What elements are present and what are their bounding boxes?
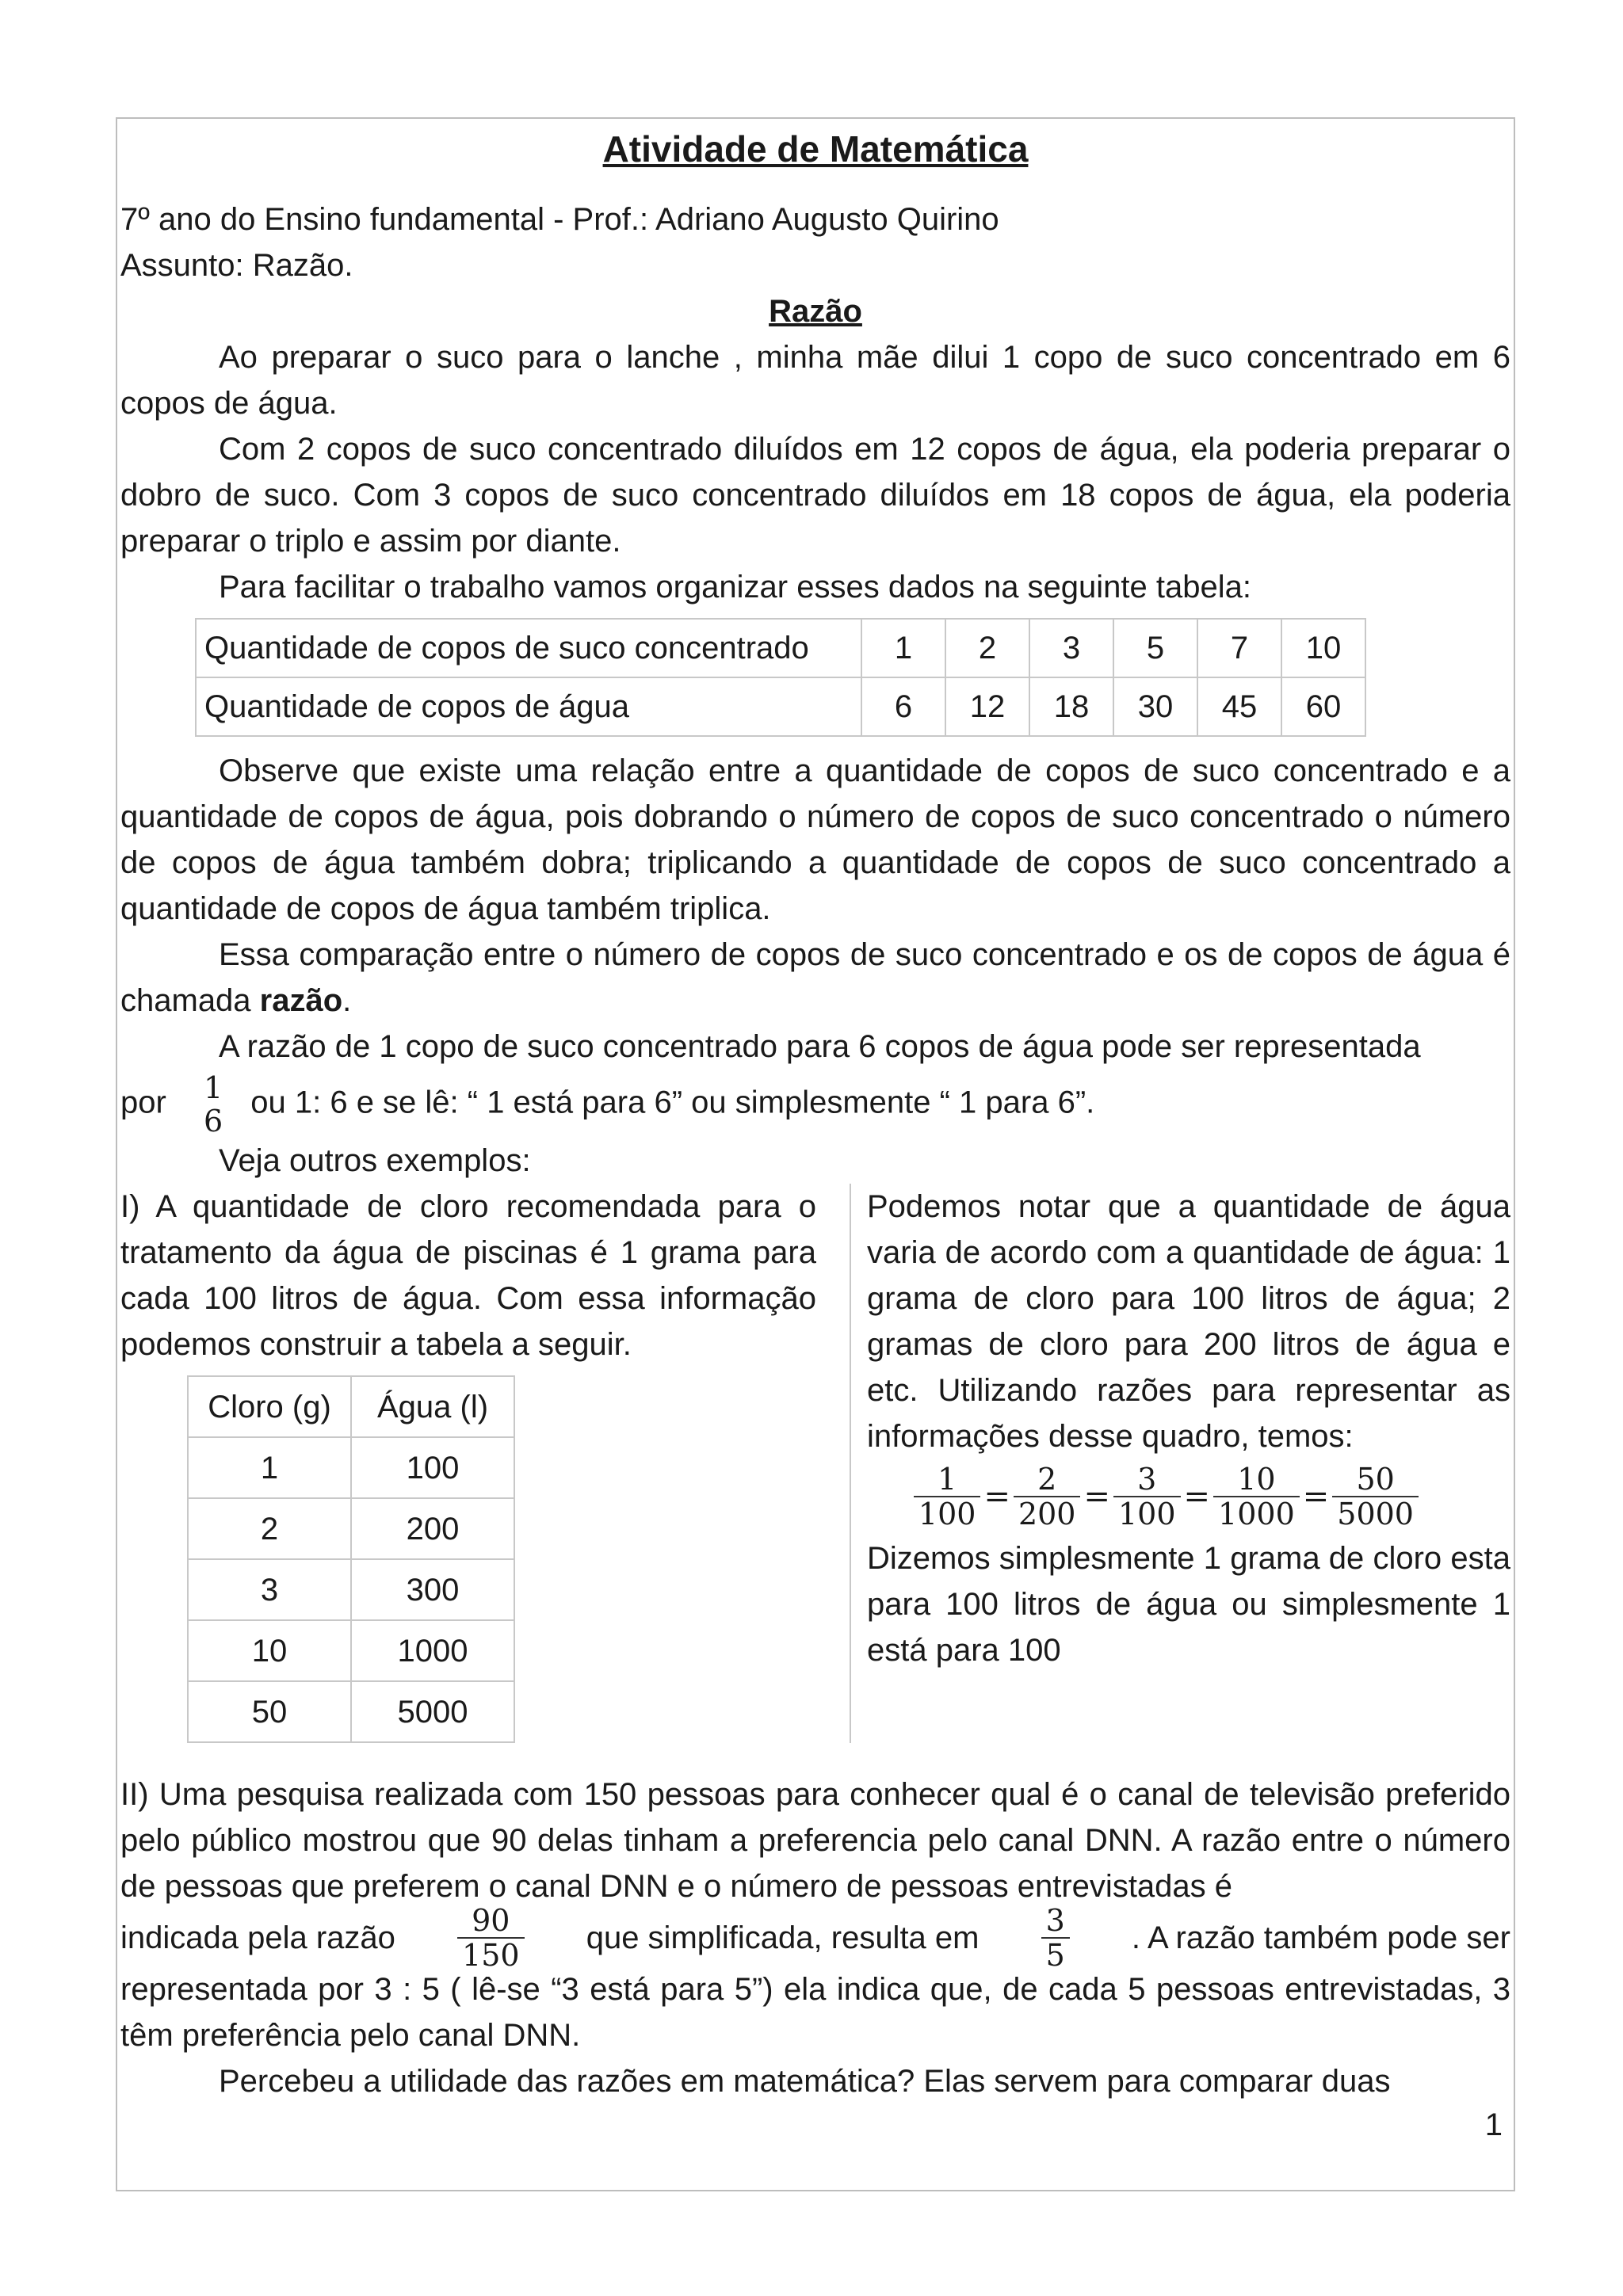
juice-table bbox=[195, 618, 1366, 737]
document-title: Atividade de Matemática bbox=[602, 128, 1029, 170]
fraction bbox=[1113, 1463, 1181, 1531]
paragraph-7: Veja outros exemplos: bbox=[219, 1143, 531, 1178]
fraction-numerator: 3 bbox=[1041, 1904, 1070, 1939]
example-2-text: II) Uma pesquisa realizada com 150 pessoas para conhecer qual é o canal de televisão preferido pelo público mostrou que 90 delas tinham a preferencia pelo canal DNN. A razão entre o número de pessoas que preferem o canal DNN e o número de pessoas entrevistadas é bbox=[120, 1777, 1510, 1904]
example-2-text-b1: indicada pela razão bbox=[120, 1920, 395, 1955]
table-cell: 1 bbox=[188, 1437, 351, 1498]
fraction bbox=[1332, 1463, 1419, 1531]
fraction-numerator: 90 bbox=[457, 1904, 525, 1939]
fraction-denominator: 200 bbox=[1018, 1497, 1076, 1531]
fraction-3-5 bbox=[1041, 1904, 1070, 1972]
fraction-denominator: 5000 bbox=[1337, 1497, 1414, 1531]
table-cell: 45 bbox=[1197, 677, 1281, 736]
equals-sign: = bbox=[1083, 1478, 1110, 1515]
table-cell: 10 bbox=[1281, 619, 1365, 677]
fraction bbox=[1014, 1463, 1081, 1531]
fraction bbox=[1213, 1463, 1300, 1531]
fraction-denominator: 150 bbox=[462, 1938, 520, 1973]
table-cell: 5 bbox=[1113, 619, 1197, 677]
example-2-conclusion: representada por 3 : 5 ( lê-se “3 está para 5”) ela indica que, de cada 5 pessoas entrevistadas, 3 têm preferência pelo canal DNN. bbox=[120, 1972, 1510, 2053]
table-cell: 2 bbox=[188, 1498, 351, 1559]
fraction-denominator: 6 bbox=[203, 1104, 223, 1138]
paragraph-5-end: . bbox=[342, 983, 352, 1018]
table-row bbox=[188, 1437, 514, 1498]
example-1-conclusion: Dizemos simplesmente 1 grama de cloro esta para 100 litros de água ou simplesmente 1 está para 100 bbox=[867, 1541, 1510, 1668]
table-row bbox=[188, 1498, 514, 1559]
fraction-numerator: 10 bbox=[1213, 1463, 1300, 1497]
fraction-denominator: 1000 bbox=[1218, 1497, 1295, 1531]
paragraph-6: A razão de 1 copo de suco concentrado para 6 copos de água pode ser representada bbox=[219, 1029, 1421, 1064]
fraction-one-sixth bbox=[199, 1071, 227, 1138]
document-body bbox=[120, 125, 1510, 2104]
table-cell: 200 bbox=[351, 1498, 514, 1559]
header-line-subject: Assunto: Razão. bbox=[120, 248, 353, 283]
header-line-grade: 7º ano do Ensino fundamental - Prof.: Adriano Augusto Quirino bbox=[120, 202, 999, 237]
paragraph-4: Observe que existe uma relação entre a quantidade de copos de suco concentrado e a quantidade de copos de água, pois dobrando o número de copos de suco concentrado o número de copos de água também dobra; triplicando a quantidade de copos de suco concentrado a quantidade de copos de água também triplica. bbox=[120, 753, 1510, 926]
equals-sign: = bbox=[983, 1478, 1010, 1515]
paragraph-3: Para facilitar o trabalho vamos organizar esses dados na seguinte tabela: bbox=[219, 570, 1251, 605]
table-cell: Quantidade de copos de suco concentrado bbox=[196, 619, 861, 677]
example-2-fraction-line bbox=[120, 1903, 1510, 1973]
ratio-reading-text: ou 1: 6 e se lê: “ 1 está para 6” ou simplesmente “ 1 para 6”. bbox=[250, 1085, 1095, 1120]
table-cell: 5000 bbox=[351, 1681, 514, 1742]
paragraph-2: Com 2 copos de suco concentrado diluídos em 12 copos de água, ela poderia preparar o dobro de suco. Com 3 copos de suco concentrado diluídos em 18 copos de água, ela poderia preparar o triplo e assim por diante. bbox=[120, 432, 1510, 559]
table-cell: Quantidade de copos de água bbox=[196, 677, 861, 736]
paragraph-5-text: Essa comparação entre o número de copos de suco concentrado e os de copos de água é chamada bbox=[120, 937, 1510, 1018]
table-cell: 7 bbox=[1197, 619, 1281, 677]
paragraph-5 bbox=[120, 932, 1510, 1024]
example-2-text-b2: que simplificada, resulta em bbox=[586, 1920, 980, 1955]
table-cell: 3 bbox=[188, 1559, 351, 1620]
example-1-explanation: Podemos notar que a quantidade de água varia de acordo com a quantidade de água: 1 grama de cloro para 100 litros de água; 2 gramas de cloro para 200 litros de água e etc. Utilizando razões para representar as informações desse quadro, temos: bbox=[867, 1189, 1510, 1454]
equals-sign: = bbox=[1302, 1478, 1330, 1515]
table-header-row bbox=[188, 1376, 514, 1437]
example-2-text-b3: . A razão também pode ser bbox=[1131, 1920, 1510, 1955]
table-row bbox=[188, 1681, 514, 1742]
table-cell: 1000 bbox=[351, 1620, 514, 1681]
table-cell: 18 bbox=[1029, 677, 1113, 736]
keyword-razao: razão bbox=[259, 983, 343, 1018]
page-number: 1 bbox=[1484, 2107, 1503, 2142]
table-cell: 50 bbox=[188, 1681, 351, 1742]
table-cell: 300 bbox=[351, 1559, 514, 1620]
equivalent-fractions bbox=[867, 1463, 1510, 1531]
closing-paragraph: Percebeu a utilidade das razões em matemática? Elas servem para comparar duas bbox=[219, 2064, 1391, 2099]
example-1-text: I) A quantidade de cloro recomendada para o tratamento da água de piscinas é 1 grama para cada 100 litros de água. Com essa informação podemos construir a tabela a seguir. bbox=[120, 1189, 816, 1362]
example-1-left bbox=[120, 1184, 816, 1743]
table-cell: 6 bbox=[861, 677, 945, 736]
section-title: Razão bbox=[769, 294, 862, 329]
fraction bbox=[914, 1463, 981, 1531]
fraction-denominator: 100 bbox=[1118, 1497, 1176, 1531]
paragraph-1: Ao preparar o suco para o lanche , minha mãe dilui 1 copo de suco concentrado em 6 copos de água. bbox=[120, 340, 1510, 421]
table-header: Água (l) bbox=[351, 1376, 514, 1437]
table-row bbox=[188, 1559, 514, 1620]
spacer bbox=[120, 1743, 1510, 1772]
fraction-numerator: 50 bbox=[1332, 1463, 1419, 1497]
table-cell: 2 bbox=[945, 619, 1029, 677]
por-text: por bbox=[120, 1085, 166, 1120]
table-cell: 10 bbox=[188, 1620, 351, 1681]
fraction-denominator: 5 bbox=[1045, 1938, 1065, 1973]
table-cell: 60 bbox=[1281, 677, 1365, 736]
table-cell: 12 bbox=[945, 677, 1029, 736]
table-cell: 3 bbox=[1029, 619, 1113, 677]
table-header: Cloro (g) bbox=[188, 1376, 351, 1437]
fraction-numerator: 3 bbox=[1113, 1463, 1181, 1497]
example-1-right bbox=[850, 1184, 1510, 1743]
fraction-numerator: 1 bbox=[914, 1463, 981, 1497]
example-1-columns bbox=[120, 1184, 1510, 1743]
table-cell: 1 bbox=[861, 619, 945, 677]
table-cell: 100 bbox=[351, 1437, 514, 1498]
table-row bbox=[196, 619, 1365, 677]
fraction-90-150 bbox=[457, 1904, 525, 1972]
equals-sign: = bbox=[1183, 1478, 1211, 1515]
paragraph-6-continued bbox=[120, 1071, 1510, 1138]
chlorine-table bbox=[187, 1375, 515, 1743]
fraction-numerator: 1 bbox=[203, 1070, 223, 1105]
fraction-numerator: 2 bbox=[1014, 1463, 1081, 1497]
table-cell: 30 bbox=[1113, 677, 1197, 736]
fraction-denominator: 100 bbox=[918, 1497, 976, 1531]
table-row bbox=[196, 677, 1365, 736]
table-row bbox=[188, 1620, 514, 1681]
